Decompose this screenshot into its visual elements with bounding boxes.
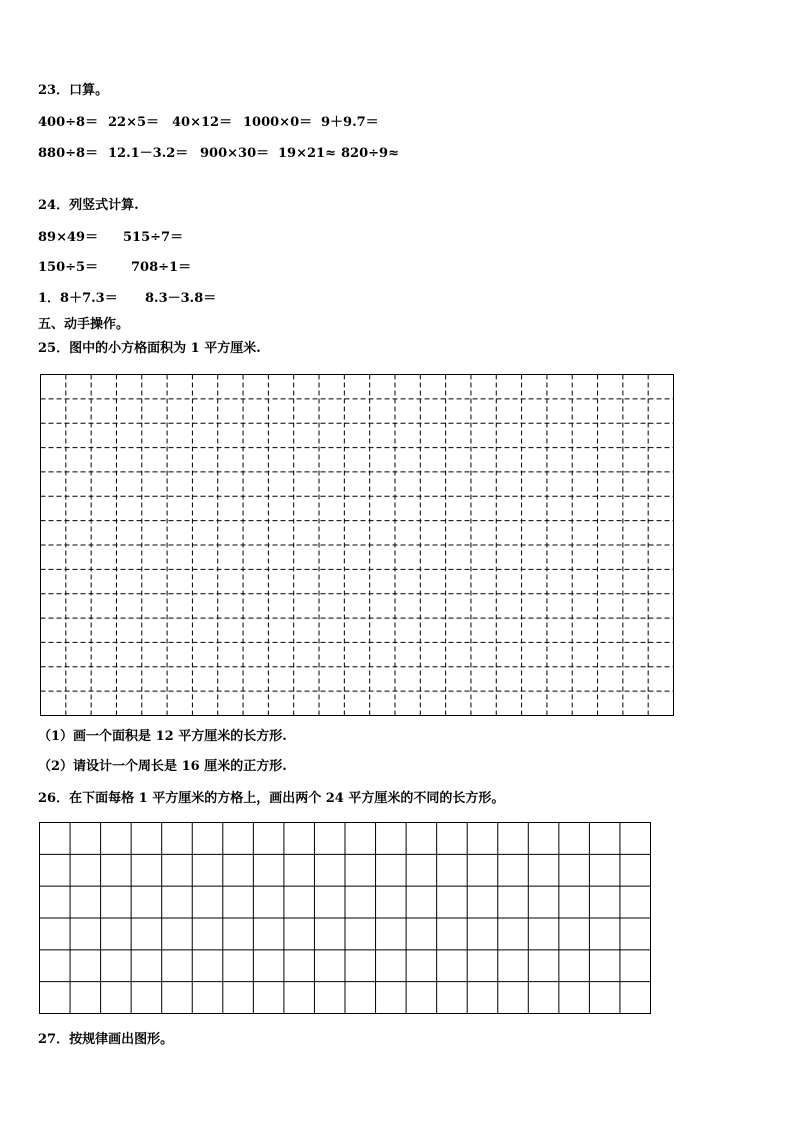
q24-expr: 150÷5＝	[38, 260, 99, 275]
q25-sub1: （1）画一个面积是 12 平方厘米的长方形.	[38, 729, 287, 744]
q24-title: 24．列竖式计算.	[38, 198, 139, 213]
q23-expr: 40×12＝	[172, 115, 233, 130]
q23-expr: 12.1－3.2＝	[108, 146, 189, 161]
q24-expr: 8.3－3.8＝	[145, 291, 217, 306]
q23-expr: 900×30＝	[200, 146, 270, 161]
q23-expr: 19×21≈	[278, 146, 336, 161]
solid-grid[interactable]	[39, 822, 651, 1014]
q24-expr: 89×49＝	[38, 230, 99, 245]
q23-expr: 9＋9.7＝	[321, 115, 379, 130]
q23-title: 23．口算。	[38, 83, 109, 98]
q24-expr: 708÷1＝	[131, 260, 192, 275]
q23-expr: 880÷8＝	[38, 146, 99, 161]
q23-expr: 400÷8＝	[38, 115, 99, 130]
q27-title: 27．按规律画出图形。	[38, 1032, 174, 1047]
q25-sub2: （2）请设计一个周长是 16 厘米的正方形.	[38, 759, 287, 774]
q23-expr: 1000×0＝	[243, 115, 313, 130]
q24-expr: 1．8＋7.3＝	[38, 291, 118, 306]
q23-expr: 22×5＝	[108, 115, 160, 130]
q24-expr: 515÷7＝	[123, 230, 184, 245]
q23-expr: 820÷9≈	[341, 146, 399, 161]
dashed-grid[interactable]	[40, 374, 674, 716]
q26-title: 26．在下面每格 1 平方厘米的方格上，画出两个 24 平方厘米的不同的长方形。	[38, 791, 505, 806]
section-title: 五、动手操作。	[38, 317, 130, 332]
q25-title: 25．图中的小方格面积为 1 平方厘米.	[38, 341, 261, 356]
